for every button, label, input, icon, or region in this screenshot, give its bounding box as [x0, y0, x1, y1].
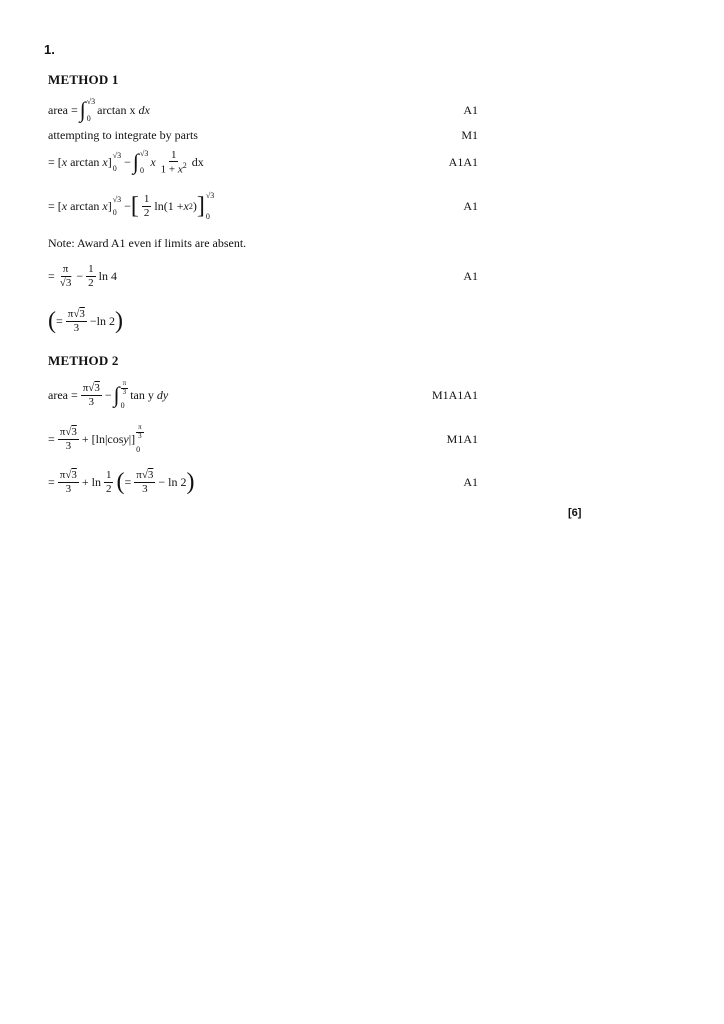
- method-1-line-3: [48, 144, 478, 180]
- integration-by-parts-expression: = [ x arctan x ] √3 0 − ∫ √3 0 x $\frac{1}{1 + x^2}$ dx: [48, 148, 204, 176]
- method-1-line-5: [48, 258, 478, 294]
- method-1-simplified-result: [48, 302, 478, 340]
- final-result-method-2: = $\frac{\pi√3}{3}$ + ln $\frac{1}{2}$ ( = $\frac{\pi√3}{3}$ − ln 2 ): [48, 469, 195, 495]
- method-2-heading: METHOD 2: [48, 353, 119, 368]
- area-expression-method-2: area = $\frac{\pi√3}{3}$ − ∫ $\frac{\pi}{3}$ 0 tan y dy: [48, 379, 169, 410]
- mark: A1: [463, 198, 478, 213]
- method-2-line-1: [48, 376, 478, 414]
- mark: A1: [463, 268, 478, 283]
- method-2-line-3: [48, 462, 478, 502]
- mark: A1: [463, 474, 478, 489]
- mark: M1: [461, 127, 478, 142]
- total-marks: [6]: [568, 507, 582, 519]
- mark: M1A1: [446, 431, 478, 446]
- mark: M1A1A1: [431, 387, 478, 402]
- area-integral-expression: area = ∫ √3 0 arctan x dx: [48, 97, 150, 123]
- simplified-result-expression: ( = $\frac{\pi√3}{3}$ − ln 2 ): [48, 308, 123, 334]
- method-1-heading: METHOD 1: [48, 72, 119, 87]
- step-text: attempting to integrate by parts: [48, 127, 198, 142]
- log-cos-expression: = $\frac{\pi√3}{3}$ + [ln|cos y |] $\frac{\pi}{3}$ 0: [48, 423, 142, 454]
- method-1-line-4: [48, 186, 478, 226]
- question-number: 1.: [44, 42, 55, 57]
- marking-note: Note: Award A1 even if limits are absent.: [48, 236, 247, 250]
- log-expression: = [ x arctan x ] √3 0 − [ $\frac{1}{2}$ ln(1 + x 2 ) ] √3 0: [48, 191, 215, 221]
- mark: A1: [463, 102, 478, 117]
- result-expression: = $\frac{\pi}{√3}$ − $\frac{1}{2}$ ln 4: [48, 263, 117, 289]
- method-2-line-2: [48, 420, 478, 458]
- mark: A1A1: [448, 154, 478, 169]
